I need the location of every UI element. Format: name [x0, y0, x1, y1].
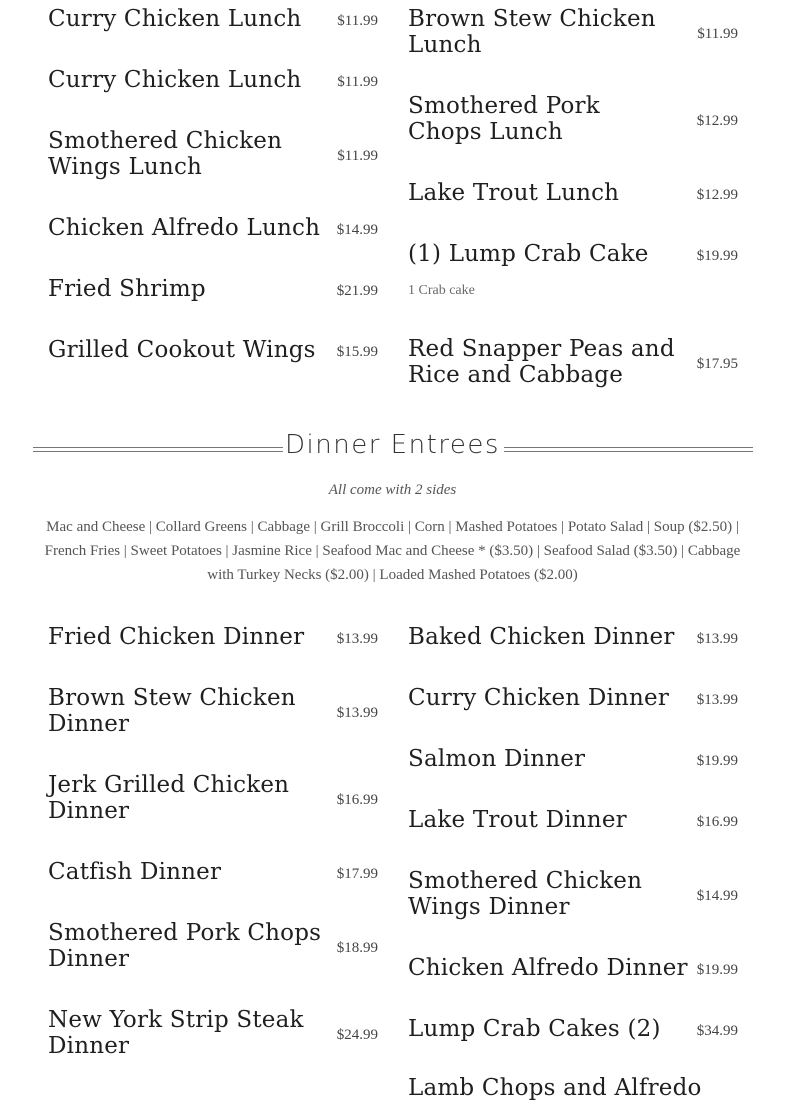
- menu-item-name: Brown Stew Chicken Dinner: [48, 685, 296, 737]
- menu-item-name: Grilled Cookout Wings: [48, 337, 316, 363]
- menu-item-price: $11.99: [337, 13, 378, 29]
- menu-item-price: $19.99: [696, 962, 738, 978]
- menu-item-name: Curry Chicken Lunch: [48, 6, 302, 32]
- menu-item-price: $13.99: [696, 631, 738, 647]
- menu-item-name: Chicken Alfredo Dinner: [408, 955, 688, 981]
- menu-item-name: Jerk Grilled Chicken Dinner: [48, 772, 290, 824]
- menu-item-name: Red Snapper Peas and Rice and Cabbage: [408, 336, 675, 388]
- menu-item-price: $11.99: [337, 148, 378, 164]
- menu-item-price: $17.99: [336, 866, 378, 882]
- menu-item-name: Salmon Dinner: [408, 746, 586, 772]
- menu-item-price: $21.99: [336, 283, 378, 299]
- menu-item-price: $16.99: [336, 792, 378, 808]
- menu-item-name: Curry Chicken Dinner: [408, 685, 670, 711]
- menu-item-price: $13.99: [336, 705, 378, 721]
- menu-item-name: Curry Chicken Lunch: [48, 67, 302, 93]
- menu-item-name: Lamb Chops and Alfredo: [408, 1075, 702, 1101]
- menu-item-name: New York Strip Steak Dinner: [48, 1007, 304, 1059]
- menu-item-name: Baked Chicken Dinner: [408, 624, 675, 650]
- menu-item-name: Chicken Alfredo Lunch: [48, 215, 321, 241]
- menu-item-price: $12.99: [696, 113, 738, 129]
- menu-item-name: Lake Trout Lunch: [408, 180, 620, 206]
- menu-item-price: $15.99: [336, 344, 378, 360]
- menu-item-price: $24.99: [336, 1027, 378, 1043]
- menu-item-price: $11.99: [697, 26, 738, 42]
- menu-item-price: $18.99: [336, 940, 378, 956]
- menu-item-name: Fried Shrimp: [48, 276, 206, 302]
- menu-item-name: Smothered Chicken Wings Lunch: [48, 128, 283, 180]
- menu-item-price: $17.95: [696, 356, 738, 372]
- sides-list: Mac and Cheese | Collard Greens | Cabbage | Grill Broccoli | Corn | Mashed Potatoes | Potato Salad | Soup ($2.50) | French Fries | Sweet Potatoes | Jasmine Rice | Seafood Mac and Cheese * ($3.50) | Seafood Salad ($3.50) | Cabbage with Turkey Necks ($2.00) | Loaded Mashed Potatoes ($2.00): [44, 519, 741, 583]
- menu-item-price: $19.99: [696, 248, 738, 264]
- menu-item-price: $19.99: [696, 753, 738, 769]
- menu-item-name: Lake Trout Dinner: [408, 807, 627, 833]
- menu-item-price: $14.99: [336, 222, 378, 238]
- menu-item-name: Lump Crab Cakes (2): [408, 1016, 661, 1042]
- section-title: Dinner Entrees: [285, 430, 500, 460]
- menu-item-price: $16.99: [696, 814, 738, 830]
- menu-item-price: $34.99: [696, 1023, 738, 1039]
- menu-item-description: 1 Crab cake: [408, 283, 475, 298]
- menu-item-price: $14.99: [696, 888, 738, 904]
- menu-item-name: Smothered Pork Chops Dinner: [48, 920, 322, 972]
- menu-item-price: $12.99: [696, 187, 738, 203]
- menu-item-price: $13.99: [696, 692, 738, 708]
- menu-item-name: Catfish Dinner: [48, 859, 222, 885]
- menu-item-price: $13.99: [336, 631, 378, 647]
- menu-item-price: $11.99: [337, 74, 378, 90]
- menu-item-name: Fried Chicken Dinner: [48, 624, 305, 650]
- section-note: All come with 2 sides: [328, 482, 457, 498]
- menu-item-name: (1) Lump Crab Cake: [408, 241, 649, 267]
- menu-item-name: Smothered Chicken Wings Dinner: [408, 868, 643, 920]
- menu-item-name: Smothered Pork Chops Lunch: [408, 93, 600, 145]
- menu-item-name: Brown Stew Chicken Lunch: [408, 6, 656, 58]
